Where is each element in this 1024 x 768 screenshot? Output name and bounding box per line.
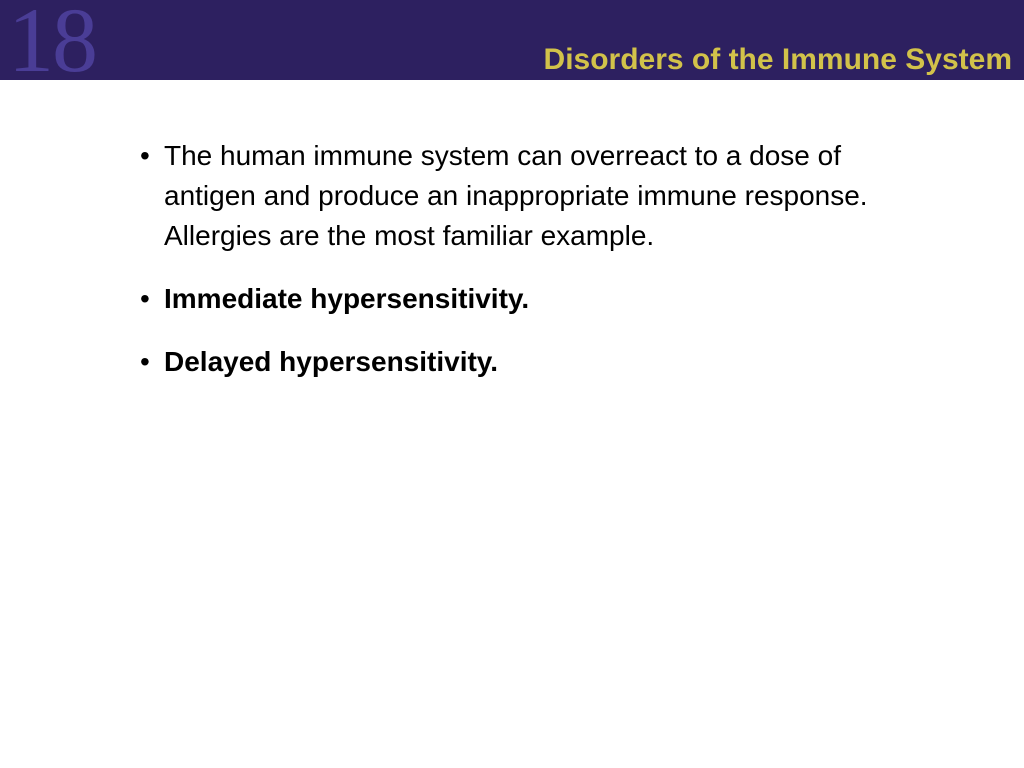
bullet-text: Delayed hypersensitivity. xyxy=(164,346,499,377)
bullet-item-delayed-hypersensitivity xyxy=(140,342,920,382)
bullet-list xyxy=(140,136,920,405)
header-bar xyxy=(0,0,1024,91)
bullet-marker: • xyxy=(140,140,150,171)
bullet-item-overreaction xyxy=(140,136,920,256)
bullet-marker: • xyxy=(140,346,150,377)
slide-title: Disorders of the Immune System xyxy=(543,43,1012,76)
bullet-text: The human immune system can overreact to a dose of antigen and produce an inappropriate immune response. Allergies are the most familiar example. xyxy=(164,140,868,251)
bullet-text: Immediate hypersensitivity. xyxy=(164,283,530,314)
chapter-number: 18 xyxy=(8,0,96,91)
bullet-marker: • xyxy=(140,283,150,314)
bullet-item-immediate-hypersensitivity xyxy=(140,279,920,319)
